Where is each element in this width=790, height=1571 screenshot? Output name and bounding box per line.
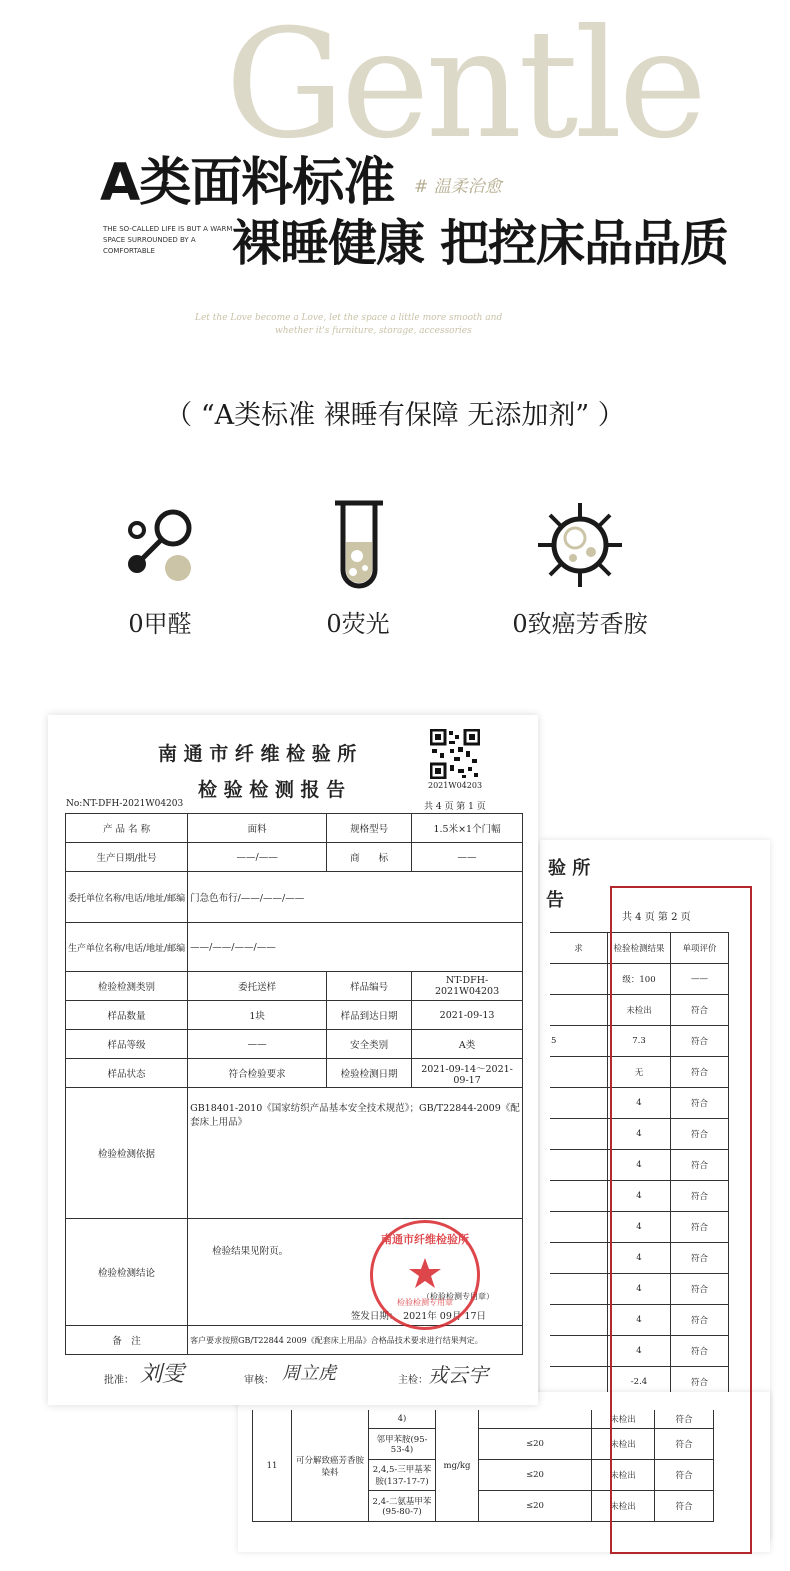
cell-value: —— [188, 1030, 327, 1059]
eval-cell: 符合 [671, 995, 729, 1026]
table-row [66, 1001, 523, 1030]
cell-label: 产 品 名 称 [66, 814, 188, 843]
result-cell: 未检出 [592, 1429, 655, 1460]
result-cell: 4 [608, 1336, 671, 1367]
cell-value: 委托送样 [188, 972, 327, 1001]
bacteria-icon [535, 500, 625, 590]
feature-aromatic-amine [480, 500, 680, 639]
item-name: 可分解致癌芳香胺染料 [292, 1410, 369, 1522]
highlight-box [610, 886, 752, 1554]
test-tube-icon [313, 500, 403, 590]
eval-cell: 符合 [671, 1119, 729, 1150]
cell-label: 生产日期/批号 [66, 843, 188, 872]
star-icon [408, 1257, 442, 1291]
table-row [66, 923, 523, 972]
limit-cell: ≤20 [479, 1429, 592, 1460]
review-label: 审核： [244, 1375, 274, 1386]
cell-value: 门急色布行/——/——/—— [188, 872, 523, 923]
page2-subtitle-fragment: 告 [546, 890, 564, 911]
result-cell: 未检出 [592, 1460, 655, 1491]
english-caption: THE SO-CALLED LIFE IS BUT A WARM SPACE SURROUNDED BY A COMFORTABLE [103, 225, 233, 255]
eval-cell: 符合 [671, 1150, 729, 1181]
table-row [66, 972, 523, 1001]
eval-cell: —— [671, 964, 729, 995]
header-evaluation: 单项评价 [671, 933, 729, 964]
page2-page-count: 共 4 页 第 2 页 [622, 912, 691, 923]
approve-label: 批准： [104, 1375, 134, 1386]
stamp-text: 南通市纤维检验所 [381, 1233, 469, 1246]
eval-cell: 符合 [671, 1181, 729, 1212]
cell-label: 样品编号 [327, 972, 412, 1001]
cell-label: 规格型号 [327, 814, 412, 843]
result-cell: 7.3 [608, 1026, 671, 1057]
substance-cell: 2,4,5-三甲基苯胺(137-17-7) [369, 1460, 436, 1491]
feature-formaldehyde [60, 500, 260, 639]
page-count: 共 4 页 第 1 页 [424, 802, 486, 812]
basis-text: GB18401-2010《国家纺织产品基本安全技术规范》；GB/T22844-2009《配套床上用品》 [188, 1088, 523, 1219]
stamp-note: （检验检测专用章） [422, 1292, 494, 1301]
cell-label: 检验检测类别 [66, 972, 188, 1001]
table-row [66, 1088, 523, 1219]
cell-value: A类 [412, 1030, 523, 1059]
result-cell: -2.4 [608, 1367, 671, 1398]
cell-label: 委托单位名称/电话/地址/邮编 [66, 872, 188, 923]
page2-title-fragment: 验 所 [548, 858, 591, 879]
result-cell: 4 [608, 1212, 671, 1243]
eval-cell: 符合 [671, 1274, 729, 1305]
cell-label: 样品状态 [66, 1059, 188, 1088]
remark-text: 客户要求按照GB/T22844 2009《配套床上用品》合格品技术要求进行结果判定。 [188, 1326, 523, 1355]
report-title: 检 验 检 测 报 告 [198, 779, 346, 801]
eval-cell: 符合 [671, 1305, 729, 1336]
report-number: No:NT-DFH-2021W04203 [66, 799, 184, 809]
limit-cell: ≤20 [479, 1460, 592, 1491]
feature-fluorescent [258, 500, 458, 639]
slogan: （ “A类标准 裸睡有保障 无添加剂” ） [165, 400, 625, 431]
eval-cell: 符合 [655, 1429, 714, 1460]
cell-label: 样品到达日期 [327, 1001, 412, 1030]
table-row [66, 814, 523, 843]
table-row [66, 1326, 523, 1355]
result-cell: 级：100 [608, 964, 671, 995]
approve-signature: 刘雯 [140, 1362, 185, 1387]
table-row [66, 1030, 523, 1059]
eval-cell: 符合 [671, 1057, 729, 1088]
cell-label: 检验检测结论 [66, 1219, 188, 1326]
result-cell: 4 [608, 1274, 671, 1305]
cell-label: 检验检测依据 [66, 1088, 188, 1219]
row-number: 11 [253, 1410, 292, 1522]
tagline: # 温柔治愈 [414, 177, 502, 197]
script-line-1: Let the Love become a Love, let the space a little more smooth and [195, 313, 503, 323]
result-cell: 无 [608, 1057, 671, 1088]
result-cell: 4 [608, 1088, 671, 1119]
table-row [66, 1059, 523, 1088]
script-line-2: whether it's furniture, storage, accessories [275, 326, 472, 336]
cell-value: 面料 [188, 814, 327, 843]
cell-label: 商 标 [327, 843, 412, 872]
qr-caption: 2021W04203 [428, 781, 483, 790]
feature-label: 0荧光 [326, 610, 390, 638]
eval-cell: 符合 [655, 1410, 714, 1429]
cell-value: NT-DFH-2021W04203 [412, 972, 523, 1001]
eval-cell: 符合 [655, 1460, 714, 1491]
result-cell: 未检出 [592, 1410, 655, 1429]
cell-label: 生产单位名称/电话/地址/邮编 [66, 923, 188, 972]
result-cell: 4 [608, 1305, 671, 1336]
eval-cell: 符合 [671, 1088, 729, 1119]
result-cell: 4 [608, 1119, 671, 1150]
substance-cell: 2,4-二氨基甲苯(95-80-7) [369, 1491, 436, 1522]
qr-code-icon [430, 729, 480, 779]
result-cell: 未检出 [608, 995, 671, 1026]
cell-value: ——/—— [188, 843, 327, 872]
eval-cell: 符合 [671, 1336, 729, 1367]
header-requirement: 求 [550, 933, 608, 964]
cell-value: 2021-09-14～2021-09-17 [412, 1059, 523, 1088]
eval-cell: 符合 [671, 1212, 729, 1243]
eval-cell: 符合 [671, 1026, 729, 1057]
script-decoration [195, 312, 635, 338]
cell-label: 备 注 [66, 1326, 188, 1355]
cell-value: 2021-09-13 [412, 1001, 523, 1030]
conclusion-text: 检验结果见附页。 [212, 1246, 289, 1257]
cell-label: 检验检测日期 [327, 1059, 412, 1088]
eval-cell: 符合 [655, 1491, 714, 1522]
eval-cell: 符合 [671, 1243, 729, 1274]
cell-label: 安全类别 [327, 1030, 412, 1059]
result-cell: 未检出 [592, 1491, 655, 1522]
feature-label: 0甲醛 [128, 610, 192, 638]
cell-value: 符合检验要求 [188, 1059, 327, 1088]
cell-value: 1块 [188, 1001, 327, 1030]
background-word: Gentle [225, 0, 704, 172]
review-signature: 周立虎 [282, 1363, 336, 1384]
result-cell: 4 [608, 1181, 671, 1212]
result-cell: 4 [608, 1150, 671, 1181]
cell-value: ——/——/——/—— [188, 923, 523, 972]
substance-cell: 邻甲苯胺(95-53-4) [369, 1429, 436, 1460]
stamp-subtext: 检验检测专用章 [397, 1298, 453, 1307]
headline-primary: A类面料标准 [100, 153, 395, 213]
official-stamp [370, 1220, 480, 1330]
cell-label: 样品等级 [66, 1030, 188, 1059]
unit-cell: mg/kg [436, 1410, 479, 1522]
eval-cell: 符合 [671, 1367, 729, 1398]
institute-name: 南 通 市 纤 维 检 验 所 [158, 743, 357, 765]
cell-value: —— [412, 843, 523, 872]
main-signature: 戎云宇 [428, 1363, 488, 1387]
sign-date: 签发日期： 2021年 09月 17日 [350, 1311, 486, 1322]
table-row [66, 843, 523, 872]
cell-label: 样品数量 [66, 1001, 188, 1030]
limit-cell: ≤20 [479, 1491, 592, 1522]
substance-cell: 4) [369, 1410, 436, 1429]
header-result: 检验检测结果 [608, 933, 671, 964]
headline-secondary: 裸睡健康 把控床品品质 [232, 215, 729, 272]
molecule-icon [115, 500, 205, 590]
main-label: 主检： [398, 1375, 428, 1386]
result-cell: 4 [608, 1243, 671, 1274]
table-row [66, 872, 523, 923]
feature-label: 0致癌芳香胺 [512, 610, 648, 638]
side-number: 5 [550, 1026, 608, 1057]
cell-value: 1.5米×1个门幅 [412, 814, 523, 843]
